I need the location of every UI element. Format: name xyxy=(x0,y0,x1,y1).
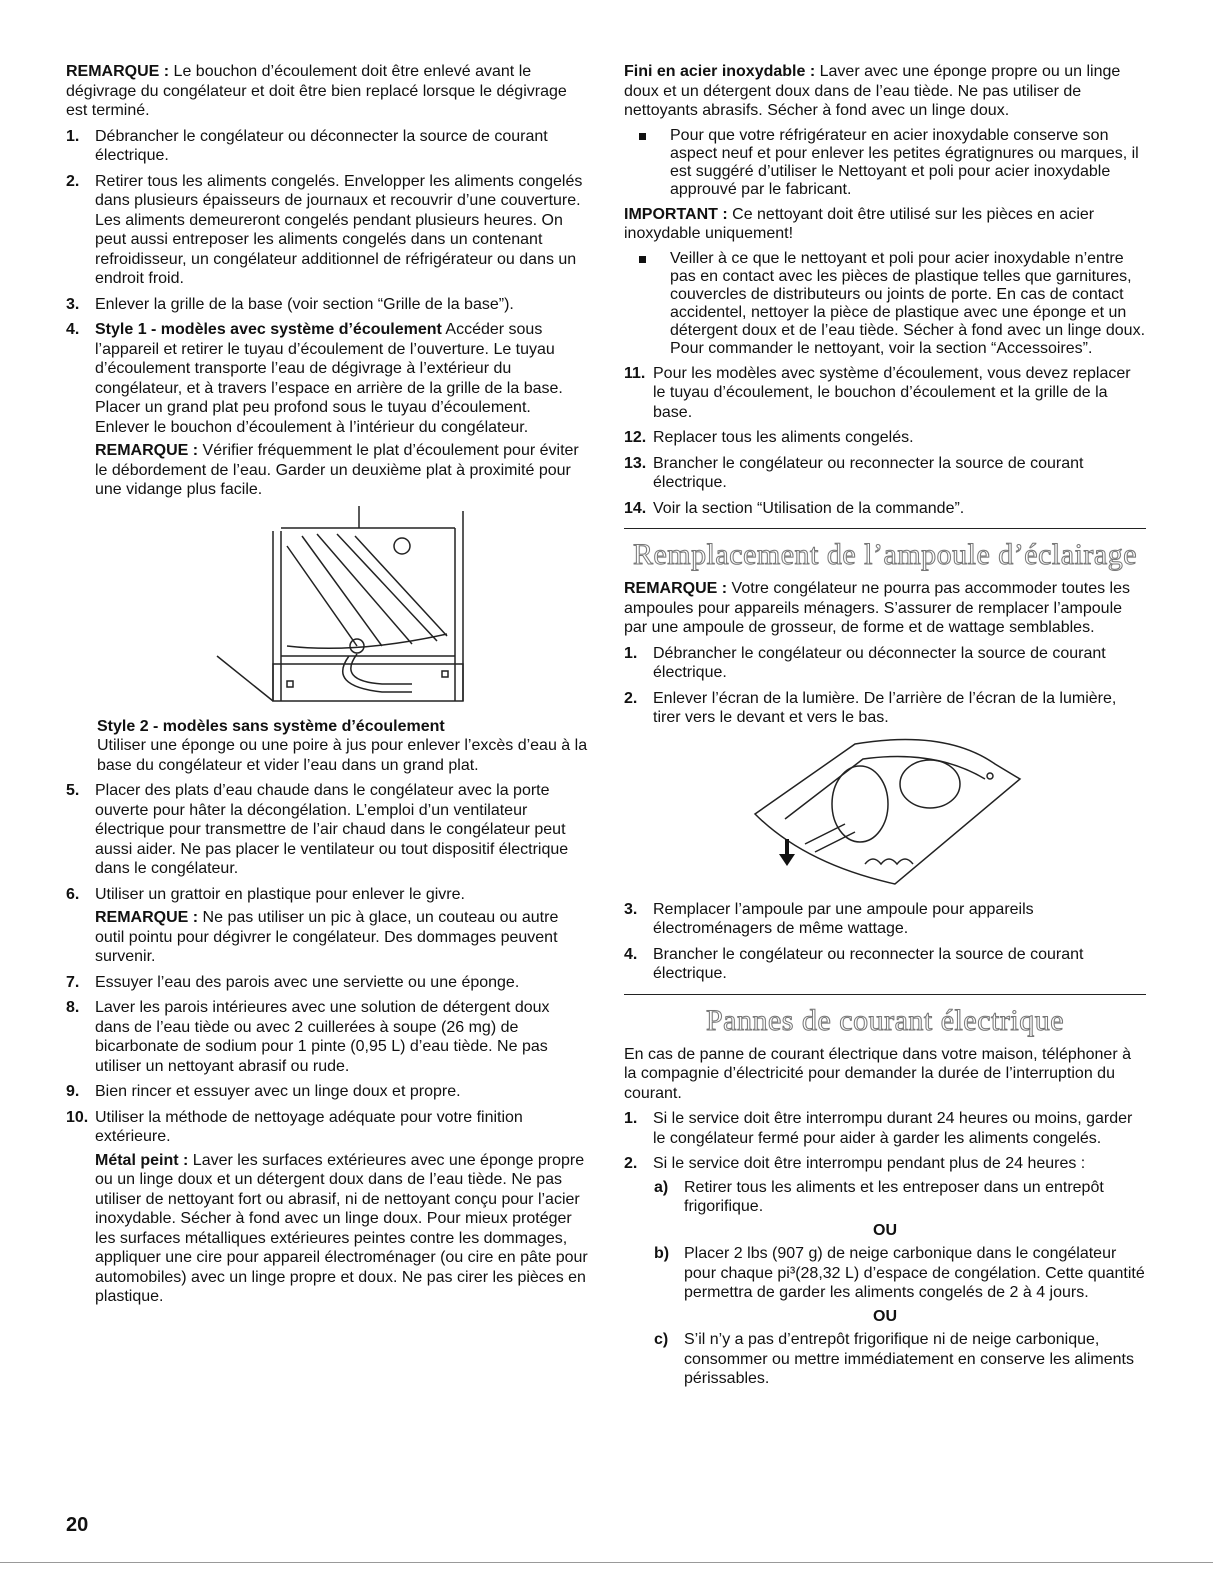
step-11: 11. Pour les modèles avec système d’écoulement, vous devez replacer le tuyau d’écoulement, le bouchon d’écoulement et la grille de la base. xyxy=(624,364,1131,421)
bullet-plastic-warning: Veiller à ce que le nettoyant et poli pour acier inoxydable n’entre pas en contact avec les pièces de plastique telles que garnitures, couvercles de distributeurs ou joints de porte. En cas de contact accidentel, nettoyer la pièce de plastique avec une éponge et un détergent doux et de l’eau tiède. Sécher à fond avec un linge doux. Pour commander le nettoyant, voir la section “Accessoires”. xyxy=(639,250,1146,358)
step-9: 9. Bien rincer et essuyer avec un linge doux et propre. xyxy=(66,1083,461,1100)
section-divider xyxy=(624,528,1146,529)
step-7: 7. Essuyer l’eau des parois avec une serviette ou une éponge. xyxy=(66,973,520,991)
bulb-step-4: 4. Brancher le congélateur ou reconnecter la source de courant électrique. xyxy=(624,945,1084,982)
bulb-step-3: 3. Remplacer l’ampoule par une ampoule pour appareils électroménagers de même wattage. xyxy=(624,900,1034,937)
power-sub-b: b) Placer 2 lbs (907 g) de neige carbonique dans le congélateur pour chaque pi³(28,32 L) d’espace de congélation. Cette quantité permettra de garder les aliments congelés de 2 à 4 jours. xyxy=(654,1245,1145,1301)
power-step-1: 1. Si le service doit être interrompu durant 24 heures ou moins, garder le congélateur fermé pour aider à garder les aliments congelés. xyxy=(624,1110,1133,1147)
step-8: 8. Laver les parois intérieures avec une solution de détergent doux dans de l’eau tiède ou avec 2 cuillerées à soupe (26 mg) de bicarbonate de sodium pour 1 pinte (0,95 L) d’eau tiède. Ne pas utiliser un nettoyant abrasif ou rude. xyxy=(66,999,550,1075)
section-title-power: Pannes de courant électrique xyxy=(705,1003,1065,1037)
power-sub-a: a) Retirer tous les aliments et les entreposer dans un entrepôt frigorifique. xyxy=(654,1178,1104,1215)
note-drain-plug: REMARQUE : Le bouchon d’écoulement doit être enlevé avant le dégivrage du congélateur et doit être bien replacé lorsque le dégivrage est terminé. xyxy=(66,63,567,119)
step-14: 14. Voir la section “Utilisation de la commande”. xyxy=(624,499,965,517)
left-column xyxy=(66,62,588,1313)
page-number: 20 xyxy=(66,1514,89,1536)
right-column xyxy=(624,62,1146,1393)
step-2: 2. Retirer tous les aliments congelés. Envelopper les aliments congelés dans plusieurs épaisseurs de journaux et recouvrir d’une couverture. Les aliments demeureront congelés pendant plusieurs heures. On peut aussi entreposer les aliments congelés dans un contenant refroidisseur, un congélateur additionnel de réfrigérateur ou dans un endroit froid. xyxy=(66,172,583,287)
section-title-bulb: Remplacement de l’ampoule d’éclairage xyxy=(632,538,1138,571)
power-intro: En cas de panne de courant électrique dans votre maison, téléphoner à la compagnie d’électricité pour demander la durée de l’interruption du courant. xyxy=(624,1045,1131,1102)
bulb-step-2: 2. Enlever l’écran de la lumière. De l’arrière de l’écran de la lumière, tirer vers le devant et vers le bas. xyxy=(624,689,1117,726)
or-label-1: OU xyxy=(873,1221,897,1239)
step-1: 1. Débrancher le congélateur ou déconnecter la source de courant électrique. xyxy=(66,127,548,164)
step-6: 6. Utiliser un grattoir en plastique pour enlever le givre. REMARQUE : Ne pas utiliser un pic à glace, un couteau ou autre outil pointu pour dégivrer le congélateur. Des dommages peuvent survenir. xyxy=(66,885,559,965)
style2-title: Style 2 - modèles sans système d’écoulement xyxy=(97,717,445,735)
step-10: 10. Utiliser la méthode de nettoyage adéquate pour votre finition extérieure. Métal peint : Laver les surfaces extérieures avec une éponge propre ou un linge doux et un détergent doux dans de l’eau tiède. Ne pas utiliser de nettoyant fort ou abrasif, ni de nettoyant conçu pour l’acier inoxydable. Sécher à fond avec un linge doux. Pour mieux protéger les surfaces métalliques extérieures peintes contre les dommages, appliquer une cire pour appareil électroménager (ou cire en pâte pour automobiles) avec un linge propre et doux. Ne pas cirer les pièces en plastique. xyxy=(66,1108,588,1305)
inox-finish: Fini en acier inoxydable : Laver avec une éponge propre ou un linge doux et un détergent doux dans de l’eau tiède. Ne pas utiliser de nettoyants abrasifs. Sécher à fond avec un linge doux. xyxy=(624,63,1121,119)
step-12: 12. Replacer tous les aliments congelés. xyxy=(624,429,914,446)
drain-pan-illustration xyxy=(177,506,477,711)
bulb-step-1: 1. Débrancher le congélateur ou déconnecter la source de courant électrique. xyxy=(624,644,1106,681)
step-3: 3. Enlever la grille de la base (voir section “Grille de la base”). xyxy=(66,295,514,313)
style2-block: Style 2 - modèles sans système d’écoulement Utiliser une éponge ou une poire à jus pour enlever l’excès d’eau à la base du congélateur et vider l’eau dans un grand plat. xyxy=(97,717,588,774)
important-note: IMPORTANT : Ce nettoyant doit être utilisé sur les pièces en acier inoxydable uniquement! xyxy=(624,205,1095,242)
step-4: 4. Style 1 - modèles avec système d’écoulement Accéder sous l’appareil et retirer le tuyau d’écoulement de l’ouverture. Le tuyau d’écoulement transporte l’eau de dégivrage à l’extérieur du congélateur, et à travers l’espace en arrière de la grille de la base. Placer un grand plat peu profond sous le tuyau d’écoulement. Enlever le bouchon d’écoulement à l’intérieur du congélateur. REMARQUE : Vérifier fréquemment le plat d’écoulement pour éviter le débordement de l’eau. Garder un deuxième plat à proximité pour une vidange plus facile. xyxy=(66,321,579,498)
section-divider-2 xyxy=(624,994,1146,995)
bulb-note: REMARQUE : Votre congélateur ne pourra pas accommoder toutes les ampoules pour appareils ménagers. S’assurer de remplacer l’ampoule par une ampoule de grosseur, de forme et de wattage semblables. xyxy=(624,580,1131,636)
step-13: 13. Brancher le congélateur ou reconnecter la source de courant électrique. xyxy=(624,454,1084,491)
step-5: 5. Placer des plats d’eau chaude dans le congélateur avec la porte ouverte pour hâter la décongélation. L’emploi d’un ventilateur électrique pour transmettre de l’air chaud dans le congélateur peut aussi aider. Ne pas placer le ventilateur ou tout dispositif électrique dans le congélateur. xyxy=(66,782,569,877)
light-shield-illustration xyxy=(745,734,1025,894)
page-bottom-rule xyxy=(0,1562,1213,1563)
bullet-inox-cleaner: Pour que votre réfrigérateur en acier inoxydable conserve son aspect neuf et pour enlever les petites égratignures ou marques, il est suggéré d’utiliser le Nettoyant et poli pour acier inoxydable approuvé par le fabricant. xyxy=(639,127,1146,199)
or-label-2: OU xyxy=(873,1307,897,1325)
power-sub-c: c) S’il n’y a pas d’entrepôt frigorifique ni de neige carbonique, consommer ou mettre immédiatement en conserve les aliments périssables. xyxy=(654,1331,1134,1387)
power-step-2: 2. Si le service doit être interrompu pendant plus de 24 heures : xyxy=(624,1155,1086,1172)
